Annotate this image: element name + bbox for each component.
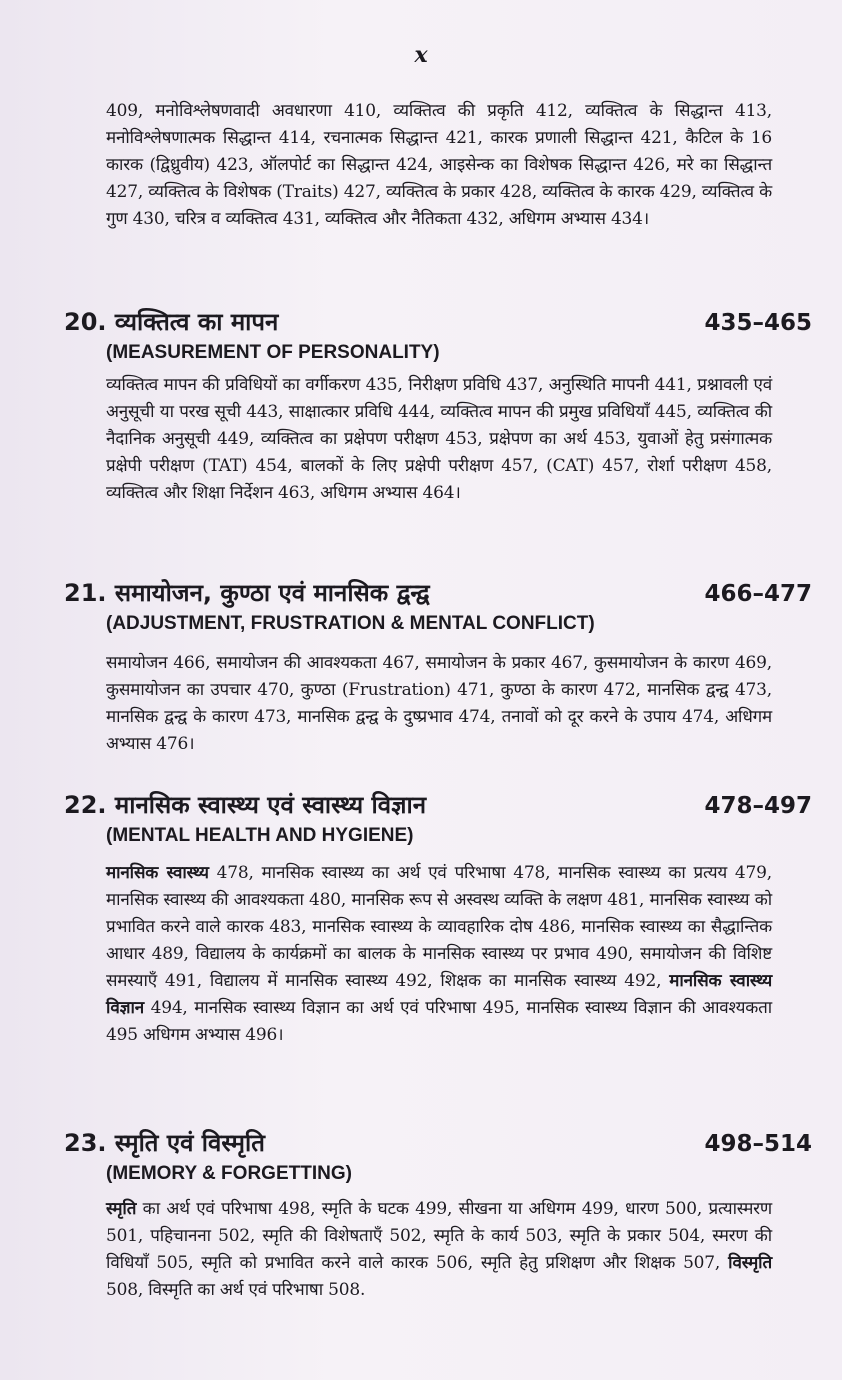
chapter-21-contents: समायोजन 466, समायोजन की आवश्यकता 467, समायोजन के प्रकार 467, कुसमायोजन के कारण 469, कुसमायोजन का उपचार 470, कुण्ठा (Frustration) 471, कुण्ठा के कारण 472, मानसिक द्वन्द्व 473, मानसिक द्वन्द्व के कारण 473, मानसिक द्वन्द्व के दुष्प्रभाव 474, तनावों को दूर करने के उपाय 474, अधिगम अभ्यास 476।: [106, 653, 772, 754]
chapter-22-english-title: (MENTAL HEALTH AND HYGIENE): [106, 825, 414, 846]
chapter-21-english-title: (ADJUSTMENT, FRUSTRATION & MENTAL CONFLICT): [106, 613, 595, 634]
chapter-22-bold-term: मानसिक स्वास्थ्य: [106, 863, 209, 883]
chapter-23-title: 23. स्मृति एवं विस्मृति: [64, 1129, 265, 1157]
chapter-22-heading: [64, 788, 812, 847]
chapter-20-heading: [64, 305, 812, 364]
chapter-22-pages: 478–497: [704, 793, 812, 819]
intro-paragraph: 409, मनोविश्लेषणवादी अवधारणा 410, व्यक्तित्व की प्रकृति 412, व्यक्तित्व के सिद्धान्त 413, मनोविश्लेषणात्मक सिद्धान्त 414, रचनात्मक सिद्धान्त 421, कारक प्रणाली सिद्धान्त 421, कैटिल के 16 कारक (द्विध्रुवीय) 423, ऑलपोर्ट का सिद्धान्त 424, आइसेन्क का विशेषक सिद्धान्त 426, मरे का सिद्धान्त 427, व्यक्तित्व के विशेषक (Traits) 427, व्यक्तित्व के प्रकार 428, व्यक्तित्व के कारक 429, व्यक्तित्व के गुण 430, चरित्र व व्यक्तित्व 431, व्यक्तित्व और नैतिकता 432, अधिगम अभ्यास 434।: [106, 101, 772, 229]
chapter-22-contents: मानसिक स्वास्थ्य 478, मानसिक स्वास्थ्य का अर्थ एवं परिभाषा 478, मानसिक स्वास्थ्य का प्रत्यय 479, मानसिक स्वास्थ्य की आवश्यकता 480, मानसिक रूप से अस्वस्थ व्यक्ति के लक्षण 481, मानसिक स्वास्थ्य को प्रभावित करने वाले कारक 483, मानसिक स्वास्थ्य के व्यावहारिक दोष 486, मानसिक स्वास्थ्य का सैद्धान्तिक आधार 489, विद्यालय के कार्यक्रमों का बालक के मानसिक स्वास्थ्य पर प्रभाव 490, समायोजन की विशिष्ट समस्याएँ 491, विद्यालय में मानसिक स्वास्थ्य 492, शिक्षक का मानसिक स्वास्थ्य 492, मानसिक स्वास्थ्य विज्ञान 494, मानसिक स्वास्थ्य विज्ञान का अर्थ एवं परिभाषा 495, मानसिक स्वास्थ्य विज्ञान की आवश्यकता 495 अधिगम अभ्यास 496।: [106, 863, 772, 1045]
chapter-23-pages: 498–514: [704, 1131, 812, 1157]
chapter-21-heading: [64, 576, 812, 635]
chapter-22-bold-term-2: मानसिक स्वास्थ्य विज्ञान: [106, 971, 772, 1018]
chapter-20-pages: 435–465: [704, 310, 812, 336]
chapter-20-title: 20. व्यक्तित्व का मापन: [64, 308, 279, 336]
chapter-21-title: 21. समायोजन, कुण्ठा एवं मानसिक द्वन्द्व: [64, 579, 430, 607]
chapter-20-contents: व्यक्तित्व मापन की प्रविधियों का वर्गीकरण 435, निरीक्षण प्रविधि 437, अनुस्थिति मापनी 441, प्रश्नावली एवं अनुसूची या परख सूची 443, साक्षात्कार प्रविधि 444, व्यक्तित्व मापन की प्रमुख प्रविधियाँ 445, व्यक्तित्व की नैदानिक अनुसूची 449, व्यक्तित्व का प्रक्षेपण परीक्षण 453, प्रक्षेपण का अर्थ 453, युवाओं हेतु प्रसंगात्मक प्रक्षेपी परीक्षण (TAT) 454, बालकों के लिए प्रक्षेपी परीक्षण 457, (CAT) 457, रोर्शा परीक्षण 458, व्यक्तित्व और शिक्षा निर्देशन 463, अधिगम अभ्यास 464।: [106, 375, 772, 503]
chapter-21-pages: 466–477: [704, 581, 812, 607]
chapter-23-contents: स्मृति का अर्थ एवं परिभाषा 498, स्मृति के घटक 499, सीखना या अधिगम 499, धारण 500, प्रत्यास्मरण 501, पहिचानना 502, स्मृति की विशेषताएँ 502, स्मृति के कार्य 503, स्मृति के प्रकार 504, स्मरण की विधियाँ 505, स्मृति को प्रभावित करने वाले कारक 506, स्मृति हेतु प्रशिक्षण और शिक्षक 507, विस्मृति 508, विस्मृति का अर्थ एवं परिभाषा 508.: [106, 1199, 772, 1300]
chapter-23-bold-term-2: विस्मृति: [728, 1253, 772, 1273]
chapter-22-title: 22. मानसिक स्वास्थ्य एवं स्वास्थ्य विज्ञान: [64, 791, 427, 819]
chapter-23-heading: [64, 1126, 812, 1185]
chapter-23-bold-term: स्मृति: [106, 1199, 137, 1219]
chapter-20-english-title: (MEASUREMENT OF PERSONALITY): [106, 342, 440, 363]
chapter-23-english-title: (MEMORY & FORGETTING): [106, 1163, 352, 1184]
page-number: x: [414, 42, 428, 68]
